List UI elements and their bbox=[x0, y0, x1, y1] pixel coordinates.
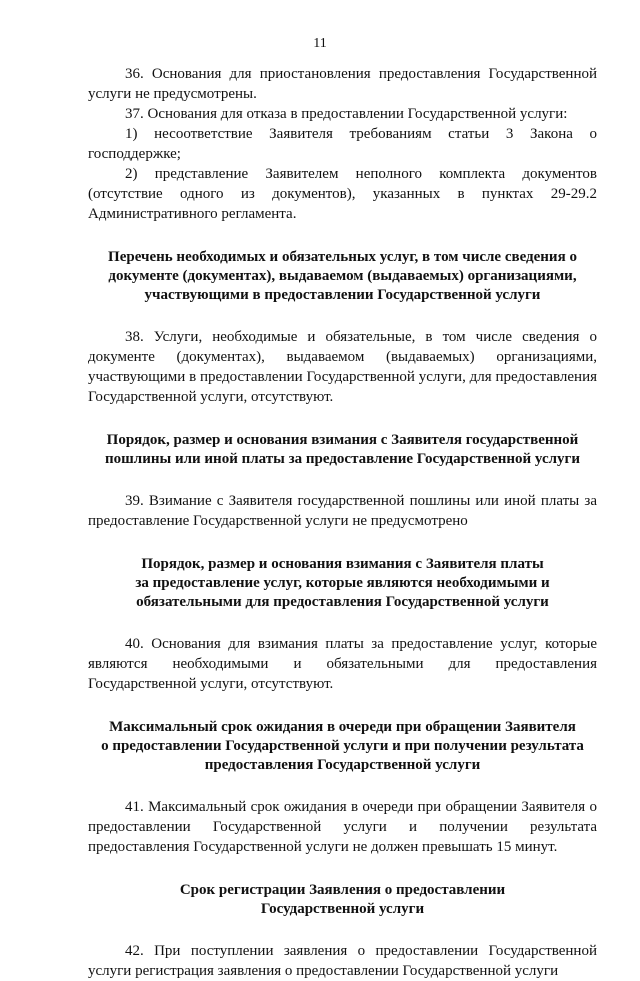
heading-line: Порядок, размер и основания взимания с Заявителя государственной bbox=[106, 432, 579, 448]
section-heading-required-services bbox=[88, 248, 597, 305]
section-heading-service-fee bbox=[88, 555, 597, 612]
heading-line: Перечень необходимых и обязательных услуг, в том числе сведения о bbox=[108, 249, 577, 265]
heading-line: Максимальный срок ожидания в очереди при обращении Заявителя bbox=[109, 719, 576, 735]
paragraph-37-item-1: 1) несоответствие Заявителя требованиям статьи 3 Закона о господдержке; bbox=[88, 126, 597, 162]
heading-line: предоставления Государственной услуги bbox=[204, 757, 481, 773]
heading-line: о предоставлении Государственной услуги и при получении результата bbox=[101, 738, 584, 754]
heading-line: Государственной услуги bbox=[260, 901, 425, 917]
heading-line: за предоставление услуг, которые являются необходимыми и bbox=[135, 575, 550, 591]
heading-line: Порядок, размер и основания взимания с Заявителя платы bbox=[141, 556, 544, 572]
paragraph-37-intro: 37. Основания для отказа в предоставлении Государственной услуги: bbox=[125, 106, 568, 122]
page-number: 11 bbox=[313, 36, 327, 51]
heading-line: участвующими в предоставлении Государственной услуги bbox=[144, 287, 541, 303]
section-heading-state-fee bbox=[88, 431, 597, 469]
heading-line: Срок регистрации Заявления о предоставлении bbox=[179, 882, 506, 898]
paragraph-36: 36. Основания для приостановления предоставления Государственной услуги не предусмотрены. bbox=[88, 66, 597, 102]
paragraph-38: 38. Услуги, необходимые и обязательные, в том числе сведения о документе (документах), выдаваемом (выдаваемых) организациями, участвующими в предоставлении Государственной услуги, для предоставления Государственной услуги, отсутствуют. bbox=[88, 329, 597, 405]
section-heading-queue-time bbox=[88, 718, 597, 775]
paragraph-40: 40. Основания для взимания платы за предоставление услуг, которые являются необходимыми и обязательными для предоставления Государственной услуги, отсутствуют. bbox=[88, 636, 597, 692]
paragraph-41: 41. Максимальный срок ожидания в очереди при обращении Заявителя о предоставлении Государственной услуги и получении результата предоставления Государственной услуги не должен превышать 15 минут. bbox=[88, 799, 597, 855]
paragraph-42: 42. При поступлении заявления о предоставлении Государственной услуги регистрация заявления о предоставлении Государственной услуги bbox=[88, 943, 597, 979]
heading-line: документе (документах), выдаваемом (выдаваемых) организациями, bbox=[108, 268, 577, 284]
paragraph-39: 39. Взимание с Заявителя государственной пошлины или иной платы за предоставление Государственной услуги не предусмотрено bbox=[88, 493, 597, 529]
heading-line: обязательными для предоставления Государственной услуги bbox=[136, 594, 549, 610]
document-body bbox=[88, 64, 597, 981]
heading-line: пошлины или иной платы за предоставление Государственной услуги bbox=[105, 451, 580, 467]
section-heading-registration-term bbox=[88, 881, 597, 919]
paragraph-37-item-2: 2) представление Заявителем неполного комплекта документов (отсутствие одного из документов), указанных в пунктах 29-29.2 Административного регламента. bbox=[88, 166, 597, 222]
